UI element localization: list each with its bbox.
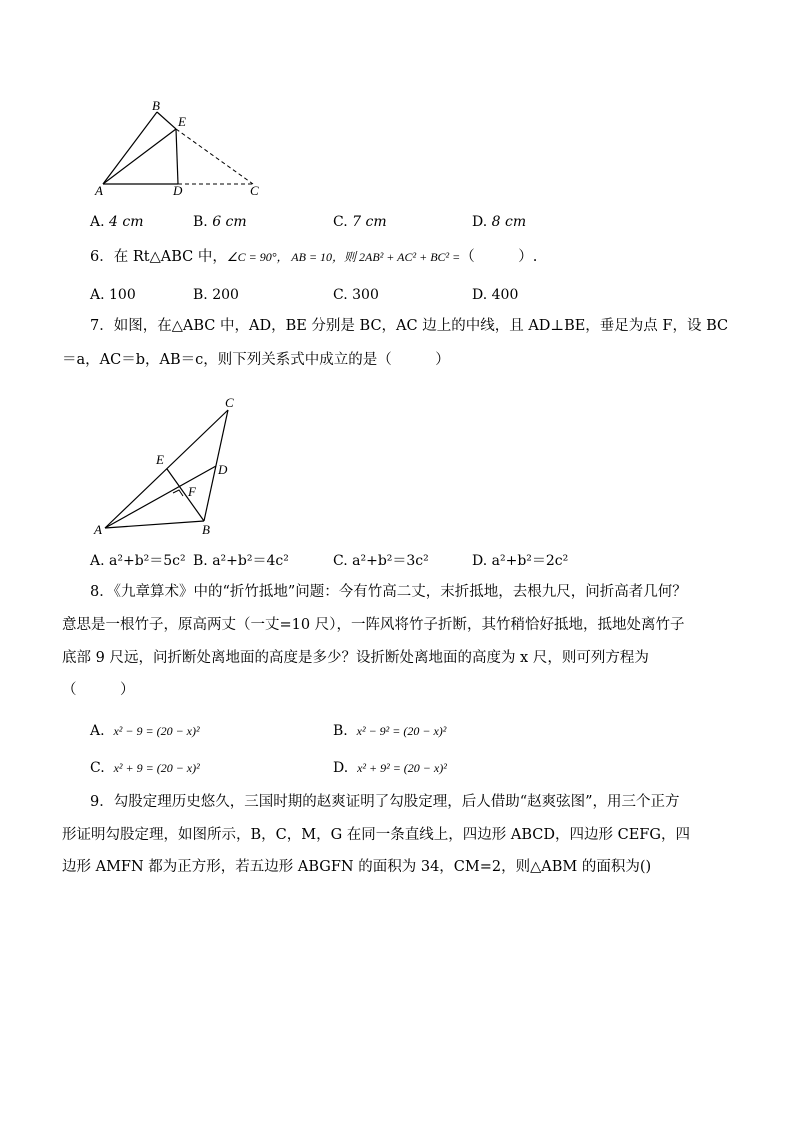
q6-option-d[interactable]: [472, 285, 518, 305]
option-text: 300: [352, 287, 379, 303]
label-b: B: [152, 98, 160, 113]
dashed-ec: [176, 129, 253, 184]
q6-option-b[interactable]: [193, 285, 239, 305]
option-letter: A.: [90, 287, 105, 303]
label-f: F: [188, 484, 196, 499]
label-c: C: [225, 395, 234, 410]
q9-line-3: 边形 AMFN 都为正方形，若五边形 ABGFN 的面积为 34，CM=2，则△ABM 的面积为(): [62, 859, 652, 875]
q8-line-3: 底部 9 尺远，问折断处离地面的高度是多少？设折断处离地面的高度为 x 尺，则可列方程为: [62, 650, 649, 666]
label-a: A: [95, 183, 103, 198]
q7-option-a[interactable]: [90, 551, 186, 571]
option-text: 200: [212, 287, 239, 303]
q6-formula: ∠C = 90°， AB = 10，则 2AB² + AC² + BC² =: [226, 250, 461, 264]
segment-be: [167, 469, 204, 521]
option-letter: D.: [472, 287, 488, 303]
option-text: a²+b²＝3c²: [352, 553, 429, 569]
q8-option-b[interactable]: [333, 721, 446, 741]
option-letter: C.: [333, 553, 348, 569]
option-letter: A.: [90, 214, 105, 230]
segment-be: [157, 112, 176, 129]
q7-option-b[interactable]: [193, 551, 289, 571]
q6-option-c[interactable]: [333, 285, 379, 305]
option-text: x² + 9² = (20 − x)²: [357, 761, 447, 775]
q8-line-2: 意思是一根竹子，原高两丈（一丈=10 尺），一阵风将竹子折断，其竹稍恰好抵地，抵地处离竹子: [62, 617, 685, 633]
q7-line-1: 7．如图，在△ABC 中，AD，BE 分别是 BC，AC 边上的中线，且 AD⊥BE，垂足为点 F，设 BC: [90, 318, 729, 334]
q8-option-a[interactable]: [90, 721, 200, 741]
segment-ed: [176, 129, 178, 184]
q6-text: 6．在 Rt△ABC 中，: [90, 249, 227, 265]
option-text: x² − 9 = (20 − x)²: [113, 724, 200, 738]
option-letter: C.: [90, 760, 105, 776]
q5-option-b[interactable]: [193, 212, 247, 232]
q7-line-2: ＝a，AC＝b，AB＝c，则下列关系式中成立的是（ ）: [62, 352, 450, 368]
option-text: a²+b²＝4c²: [212, 553, 289, 569]
q8-option-c[interactable]: [90, 758, 200, 778]
label-a: A: [94, 522, 102, 537]
option-letter: C.: [333, 214, 348, 230]
q8-line-4: （ ）: [62, 682, 135, 698]
option-text: 400: [491, 287, 519, 303]
q6-option-a[interactable]: [90, 285, 136, 305]
option-letter: A.: [90, 723, 105, 739]
option-letter: D.: [333, 760, 349, 776]
q5-option-a[interactable]: [90, 212, 144, 232]
option-text: 8 cm: [491, 214, 527, 230]
option-text: a²+b²＝5c²: [109, 553, 186, 569]
segment-ae: [103, 129, 176, 184]
option-text: 6 cm: [212, 214, 247, 230]
figure-triangle-abc-1: [90, 95, 270, 200]
label-d: D: [218, 462, 228, 477]
option-letter: D.: [472, 214, 488, 230]
option-letter: B.: [193, 214, 208, 230]
q7-option-c[interactable]: [333, 551, 429, 571]
option-letter: D.: [472, 553, 488, 569]
q9-line-1: 9．勾股定理历史悠久，三国时期的赵爽证明了勾股定理，后人借助“赵爽弦图”，用三个正方: [90, 794, 680, 810]
label-b: B: [202, 522, 210, 537]
segment-ab: [105, 521, 204, 528]
right-angle-mark: [173, 490, 183, 496]
figure-triangle-abc-2: [88, 390, 248, 540]
q9-line-2: 形证明勾股定理，如图所示，B，C，M，G 在同一条直线上，四边形 ABCD，四边形 CEFG，四: [62, 827, 690, 843]
label-e: E: [156, 452, 164, 467]
label-d: D: [173, 183, 183, 198]
option-letter: B.: [193, 553, 208, 569]
option-text: 7 cm: [352, 214, 387, 230]
q5-option-c[interactable]: [333, 212, 387, 232]
q8-line-1: 8．《九章算术》中的“折竹抵地”问题：今有竹高二丈，末折抵地，去根九尺，问折高者几何？: [90, 584, 687, 600]
option-letter: B.: [333, 723, 348, 739]
q6-blank: （ ）.: [460, 249, 538, 265]
q6-stem: [90, 247, 537, 267]
option-text: a²+b²＝2c²: [491, 553, 569, 569]
label-e: E: [178, 114, 186, 129]
option-text: x² + 9 = (20 − x)²: [113, 761, 200, 775]
segment-ab: [103, 112, 157, 184]
option-letter: C.: [333, 287, 348, 303]
option-text: 100: [109, 287, 136, 303]
q7-option-d[interactable]: [472, 551, 568, 571]
option-letter: B.: [193, 287, 208, 303]
q8-option-d[interactable]: [333, 758, 447, 778]
option-text: 4 cm: [109, 214, 144, 230]
label-c: C: [250, 183, 259, 198]
option-letter: A.: [90, 553, 105, 569]
q5-option-d[interactable]: [472, 212, 526, 232]
option-text: x² − 9² = (20 − x)²: [356, 724, 447, 738]
